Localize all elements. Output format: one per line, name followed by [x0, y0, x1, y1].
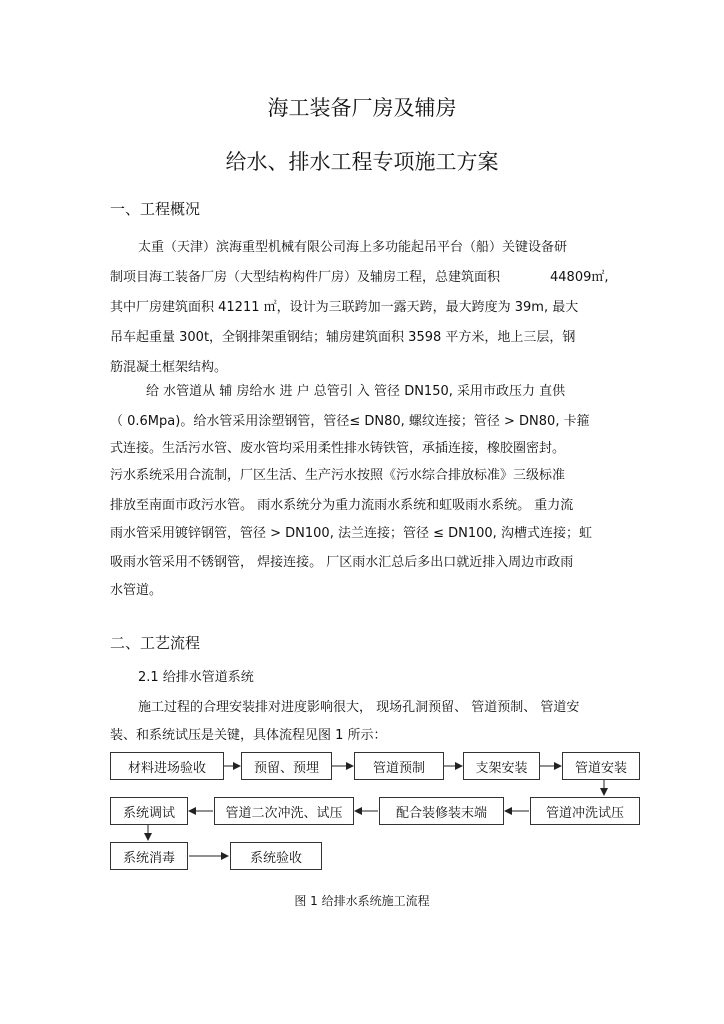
document-title: 海工装备厂房及辅房: [267, 96, 457, 120]
total-area: 44809㎡,: [550, 270, 609, 285]
section1-line: 其中厂房建筑面积 41211 ㎡，设计为三联跨加一露天跨，最大跨度为 39m, 最大: [110, 300, 579, 315]
section1-line: 雨水管采用镀锌钢管，管径 > DN100, 法兰连接；管径 ≤ DN100, 沟槽式连接；虹: [110, 526, 592, 541]
section2-line: 装、和系统试压是关键，具体流程见图 1 所示：: [110, 728, 387, 743]
flow-step-bracket-install: 支架安装: [463, 752, 540, 780]
section1-line: 制项目海工装备厂房（大型结构构件厂房）及辅房工程，总建筑面积: [110, 270, 501, 285]
section1-line: 吊车起重量 300t，全钢排架重钢结；辅房建筑面积 3598 平方米，地上三层，钢: [110, 330, 576, 345]
section1-line: 排放至南面市政污水管。 雨水系统分为重力流雨水系统和虹吸雨水系统。 重力流: [110, 498, 574, 513]
flow-step-reserve-embed: 预留、预埋: [241, 752, 332, 780]
section1-heading: 一、工程概况: [110, 200, 201, 218]
flow-step-system-debug: 系统调试: [110, 797, 188, 825]
flow-step-second-flush: 管道二次冲洗、试压: [214, 797, 354, 825]
flow-step-material-inspection: 材料进场验收: [110, 752, 224, 780]
section1-line: 太重（天津）滨海重型机械有限公司海上多功能起吊平台（船）关键设备研: [138, 240, 568, 255]
section2-heading: 二、工艺流程: [110, 634, 201, 652]
flow-step-pipe-install: 管道安装: [562, 752, 640, 780]
section1-line: （ 0.6Mpa)。给水管采用涂塑钢管，管径≤ DN80, 螺纹连接；管径 > DN80, 卡箍: [110, 414, 590, 429]
section1-line: 式连接。生活污水管、废水管均采用柔性排水铸铁管，承插连接，橡胶圈密封。: [110, 441, 566, 456]
flow-step-acceptance: 系统验收: [230, 842, 322, 870]
section1-line: 吸雨水管采用不锈钢管， 焊接连接。 厂区雨水汇总后多出口就近排入周边市政雨: [110, 555, 574, 570]
section1-line: 给 水管道从 辅 房给水 进 户 总管引 入 管径 DN150, 采用市政压力 直供: [146, 384, 566, 399]
document-subtitle: 给水、排水工程专项施工方案: [225, 150, 499, 174]
section1-line: 筋混凝土框架结构。: [110, 360, 228, 375]
flow-step-finish-terminals: 配合装修装末端: [379, 797, 504, 825]
section1-line: 污水系统采用合流制，厂区生活、生产污水按照《污水综合排放标准》三级标准: [110, 468, 566, 483]
figure-caption: 图 1 给排水系统施工流程: [294, 894, 430, 908]
flow-step-disinfection: 系统消毒: [110, 842, 188, 870]
section2-subheading: 2.1 给排水管道系统: [138, 670, 254, 685]
section2-line: 施工过程的合理安装排对进度影响很大， 现场孔洞预留、 管道预制、 管道安: [138, 700, 580, 715]
section1-line: 水管道。: [110, 583, 163, 598]
flow-step-flush-pressure-test: 管道冲洗试压: [530, 797, 640, 825]
flow-step-pipe-prefab: 管道预制: [354, 752, 444, 780]
